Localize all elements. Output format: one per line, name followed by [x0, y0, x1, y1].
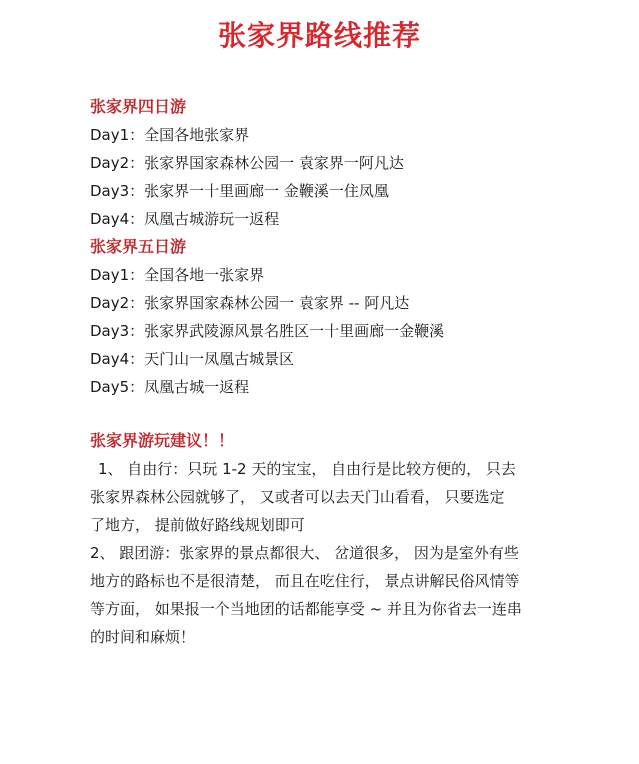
five-day-day5: Day5：凤凰古城一返程 — [90, 378, 250, 396]
page-title: 张家界路线推荐 — [217, 19, 421, 52]
five-day-day4: Day4：天门山一凤凰古城景区 — [90, 350, 295, 368]
tip1-line: 了地方， 提前做好路线规划即可 — [90, 516, 305, 534]
tip2-line: 等方面， 如果报一个当地团的话都能享受 ~ 并且为你省去一连串 — [90, 600, 522, 618]
content — [90, 93, 590, 651]
tip2-line: 的时间和麻烦！ — [90, 628, 196, 646]
tip2-line: 2、 跟团游：张家界的景点都很大、 岔道很多， 因为是室外有些 — [90, 544, 519, 562]
tip2-line: 地方的路标也不是很清楚， 而且在吃住行， 景点讲解民俗风情等 — [90, 572, 520, 590]
five-day-day3: Day3：张家界武陵源风景名胜区一十里画廊一金鞭溪 — [90, 322, 445, 340]
five-day-day2: Day2：张家界国家森林公园一 袁家界 -- 阿凡达 — [90, 294, 410, 312]
tips-heading: 张家界游玩建议！！ — [90, 431, 235, 450]
tip1-line: 张家界森林公园就够了， 又或者可以去天门山看看， 只要选定 — [90, 488, 505, 506]
four-day-day1: Day1：全国各地张家界 — [90, 126, 250, 144]
four-day-day3: Day3：张家界一十里画廊一 金鞭溪一住凤凰 — [90, 182, 389, 200]
five-day-day1: Day1：全国各地一张家界 — [90, 266, 265, 284]
four-day-heading: 张家界四日游 — [90, 97, 187, 116]
four-day-day4: Day4：凤凰古城游玩一返程 — [90, 210, 280, 228]
four-day-day2: Day2：张家界国家森林公园一 袁家界一阿凡达 — [90, 154, 404, 172]
tip1-line: 1、 自由行：只玩 1-2 天的宝宝， 自由行是比较方便的， 只去 — [98, 460, 516, 478]
five-day-heading: 张家界五日游 — [90, 237, 187, 256]
section-gap — [90, 401, 590, 427]
